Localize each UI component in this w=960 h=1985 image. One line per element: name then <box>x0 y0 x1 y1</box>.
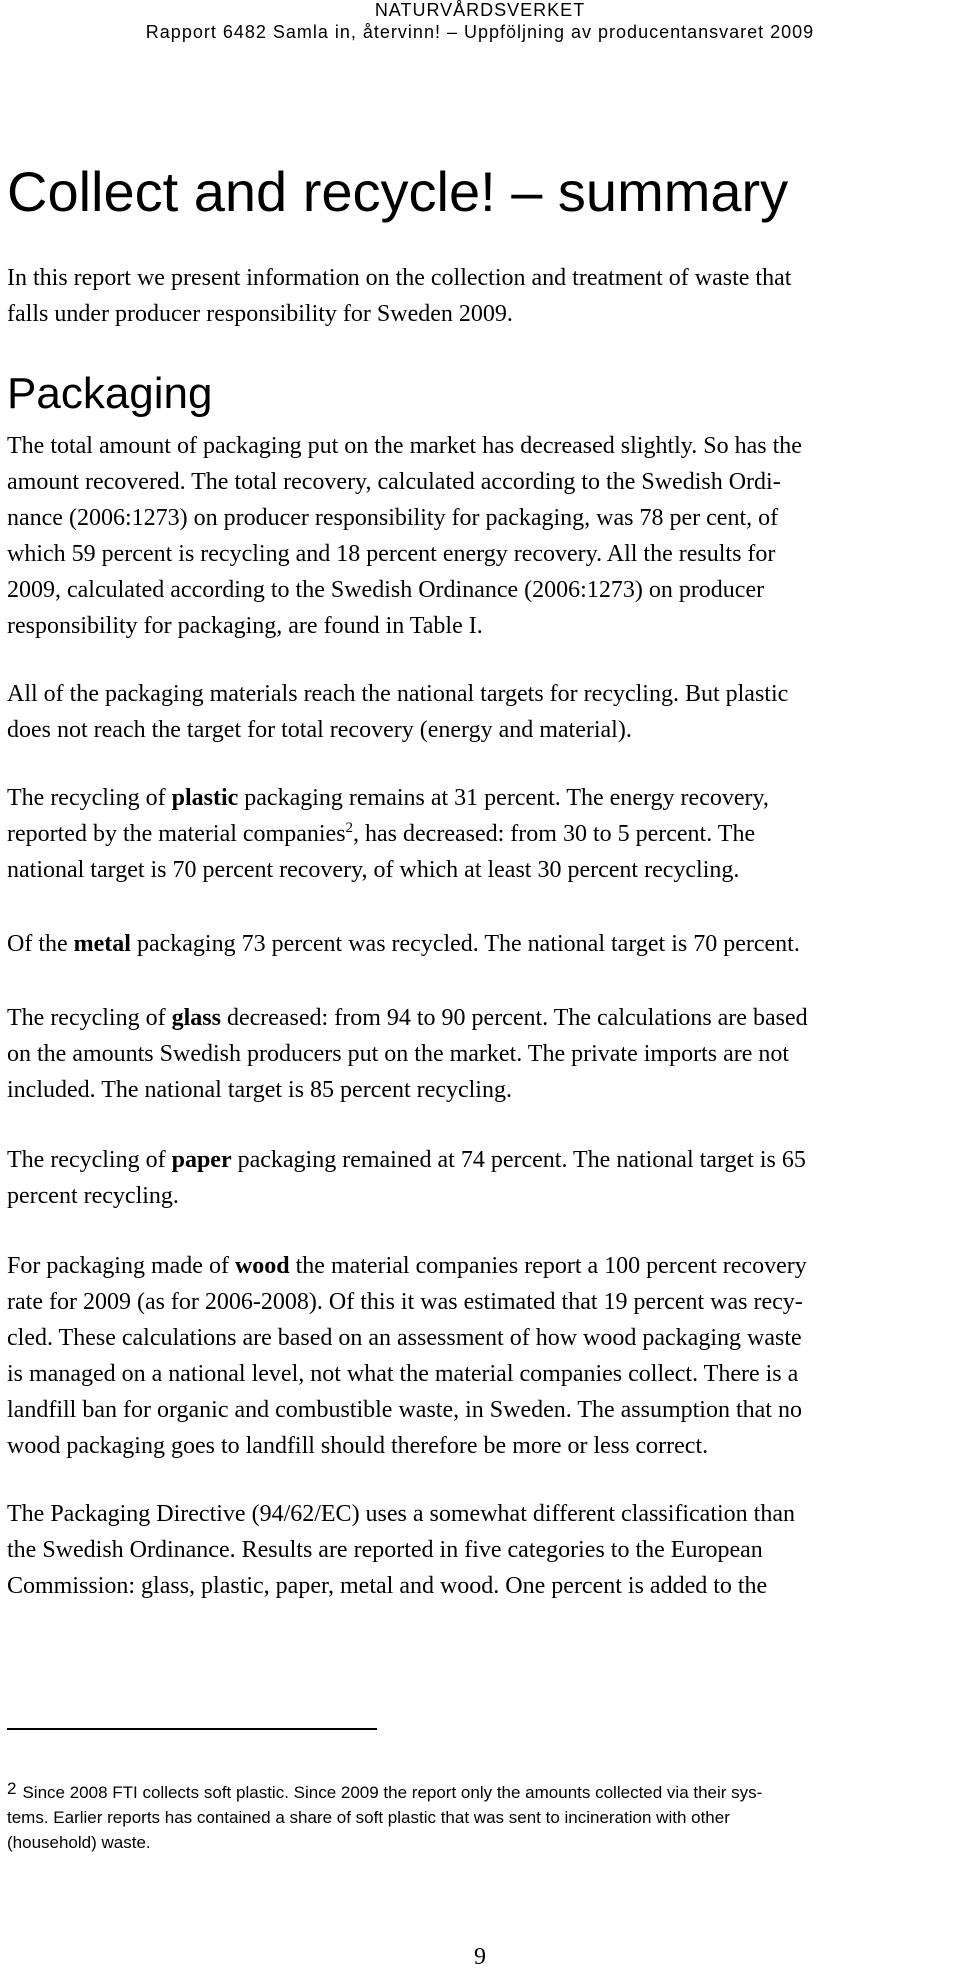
footnote <box>7 1780 942 1855</box>
text-line: percent recycling. <box>7 1183 179 1209</box>
paragraph-wood <box>7 1248 957 1464</box>
text-fragment: , has decreased: from 30 to 5 percent. The <box>353 821 756 847</box>
keyword-paper: paper <box>171 1147 232 1173</box>
text-line: In this report we present information on the collection and treatment of waste that <box>7 265 792 291</box>
text-line: which 59 percent is recycling and 18 percent energy recovery. All the results for <box>7 541 776 567</box>
header-report-title: Rapport 6482 Samla in, återvinn! – Uppföljning av producentansvaret 2009 <box>145 22 815 42</box>
text-fragment: For packaging made of <box>7 1253 235 1279</box>
text-line: (household) waste. <box>7 1833 151 1852</box>
text-fragment: The recycling of <box>7 1147 172 1173</box>
paragraph-packaging-directive <box>7 1496 957 1604</box>
paragraph-total-recovery <box>7 428 957 644</box>
text-line: Since 2008 FTI collects soft plastic. Since 2009 the report only the amounts collected via their sys- <box>22 1783 763 1802</box>
section-heading-packaging: Packaging <box>7 369 213 418</box>
intro-paragraph <box>7 260 957 332</box>
text-line: falls under producer responsibility for Sweden 2009. <box>7 301 513 327</box>
text-fragment: decreased: from 94 to 90 percent. The calculations are based <box>220 1005 808 1031</box>
text-line: included. The national target is 85 percent recycling. <box>7 1077 512 1103</box>
text-line: on the amounts Swedish producers put on the market. The private imports are not <box>7 1041 790 1067</box>
text-fragment: packaging remained at 74 percent. The national target is 65 <box>231 1147 806 1173</box>
text-line: the Swedish Ordinance. Results are reported in five categories to the European <box>7 1537 763 1563</box>
text-line: The Packaging Directive (94/62/EC) uses a somewhat different classification than <box>7 1501 795 1527</box>
header-organization: NATURVÅRDSVERKET <box>374 0 586 20</box>
text-line: cled. These calculations are based on an assessment of how wood packaging waste <box>7 1325 802 1351</box>
text-line: Commission: glass, plastic, paper, metal and wood. One percent is added to the <box>7 1573 768 1599</box>
text-line: 2009, calculated according to the Swedish Ordinance (2006:1273) on producer <box>7 577 765 603</box>
paragraph-metal <box>7 926 957 962</box>
text-fragment: packaging 73 percent was recycled. The national target is 70 percent. <box>130 931 800 957</box>
text-fragment: The recycling of <box>7 785 172 811</box>
keyword-glass: glass <box>171 1005 221 1031</box>
text-line: landfill ban for organic and combustible waste, in Sweden. The assumption that no <box>7 1397 802 1423</box>
keyword-metal: metal <box>73 931 131 957</box>
page-number: 9 <box>474 1944 486 1970</box>
text-line: responsibility for packaging, are found in Table I. <box>7 613 483 639</box>
paragraph-paper <box>7 1142 957 1214</box>
text-line: nance (2006:1273) on producer responsibility for packaging, was 78 per cent, of <box>7 505 779 531</box>
text-line: The total amount of packaging put on the market has decreased slightly. So has the <box>7 433 802 459</box>
text-fragment: reported by the material companies <box>7 821 346 847</box>
text-line: rate for 2009 (as for 2006-2008). Of this it was estimated that 19 percent was recy- <box>7 1289 803 1315</box>
page-title: Collect and recycle! – summary <box>7 160 789 223</box>
text-fragment: packaging remains at 31 percent. The energy recovery, <box>238 785 769 811</box>
text-line: is managed on a national level, not what the material companies collect. There is a <box>7 1361 799 1387</box>
text-fragment: the material companies report a 100 percent recovery <box>289 1253 807 1279</box>
text-line: wood packaging goes to landfill should therefore be more or less correct. <box>7 1433 709 1459</box>
text-line: does not reach the target for total recovery (energy and material). <box>7 717 632 743</box>
keyword-wood: wood <box>234 1253 290 1279</box>
text-line: amount recovered. The total recovery, calculated according to the Swedish Ordi- <box>7 469 781 495</box>
paragraph-glass <box>7 1000 957 1108</box>
paragraph-national-targets <box>7 676 957 748</box>
paragraph-plastic <box>7 780 957 888</box>
footnote-reference: 2 <box>345 820 354 836</box>
text-fragment: Of the <box>7 931 74 957</box>
footnote-marker: 2 <box>7 1779 17 1798</box>
footnote-separator <box>7 1728 377 1730</box>
text-fragment: The recycling of <box>7 1005 172 1031</box>
keyword-plastic: plastic <box>171 785 239 811</box>
text-line: national target is 70 percent recovery, of which at least 30 percent recycling. <box>7 857 740 883</box>
text-line: All of the packaging materials reach the national targets for recycling. But plastic <box>7 681 789 707</box>
text-line: tems. Earlier reports has contained a share of soft plastic that was sent to incineration with other <box>7 1808 730 1827</box>
